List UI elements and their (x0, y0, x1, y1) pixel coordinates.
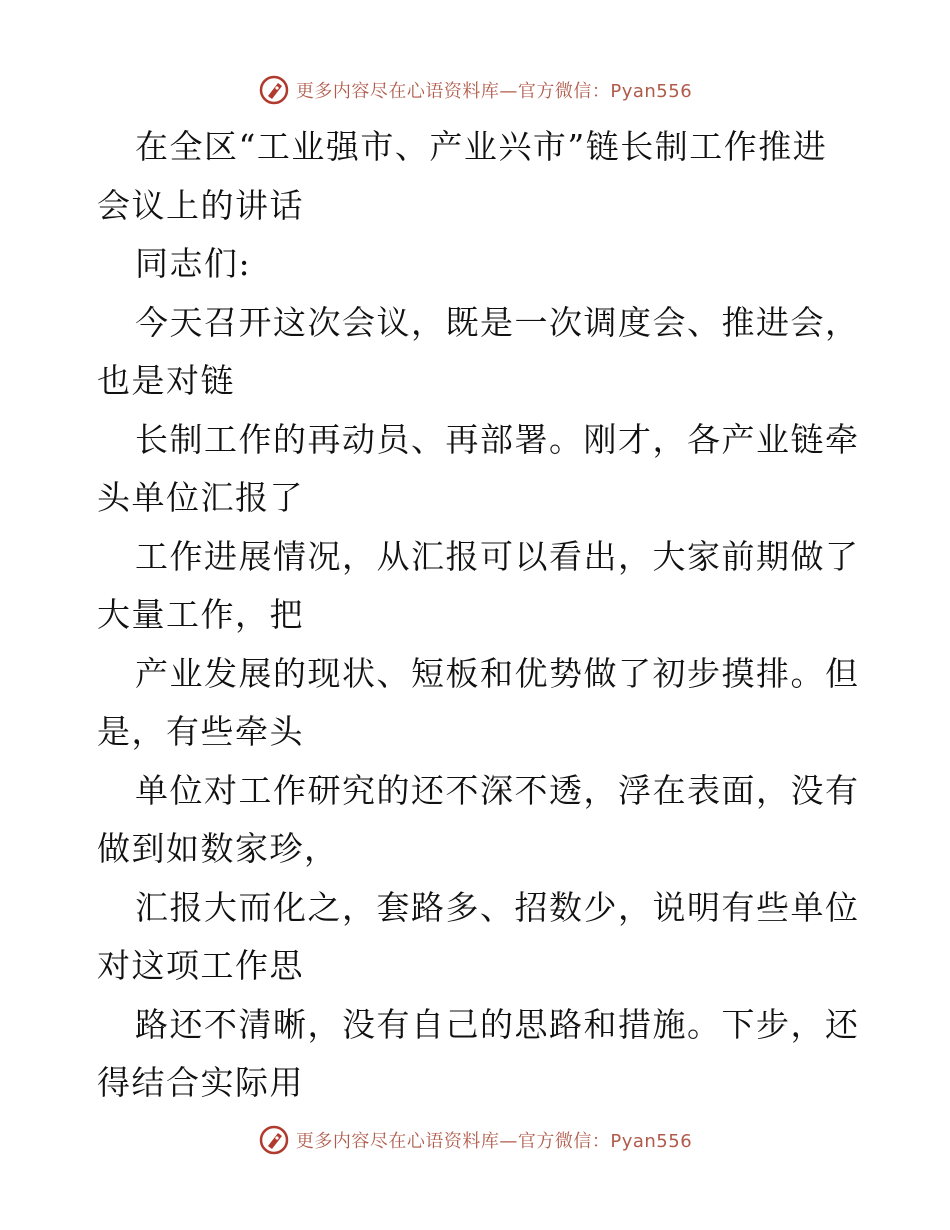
paragraph-line: 长制工作的再动员、再部署。刚才，各产业链牵 (135, 419, 860, 459)
paragraph-line: 单位对工作研究的还不深不透，浮在表面，没有 (135, 770, 860, 810)
paragraph-line: 产业发展的现状、短板和优势做了初步摸排。但 (135, 653, 860, 693)
header-banner-text: 更多内容尽在心语资料库—官方微信：Pyan556 (295, 81, 693, 102)
salutation: 同志们: (135, 244, 252, 283)
paragraph-line: 工作进展情况，从汇报可以看出，大家前期做了 (135, 536, 860, 576)
title-line-2: 会议上的讲话 (97, 185, 304, 225)
paragraph-line: 也是对链 (97, 361, 235, 400)
header-banner (0, 70, 950, 110)
paragraph-line: 今天召开这次会议，既是一次调度会、推进会， (135, 302, 860, 342)
footer-banner-text: 更多内容尽在心语资料库—官方微信：Pyan556 (295, 1131, 693, 1152)
paragraph-line: 是，有些牵头 (97, 712, 304, 751)
pen-nib-logo-icon (258, 74, 290, 106)
paragraph-line: 路还不清晰，没有自己的思路和措施。下步，还 (135, 1004, 860, 1044)
paragraph-line: 得结合实际用 (97, 1063, 304, 1102)
paragraph-line: 做到如数家珍， (97, 829, 339, 868)
paragraph-line: 大量工作，把 (97, 595, 304, 634)
paragraph-line: 对这项工作思 (97, 946, 304, 985)
paragraph-line: 汇报大而化之，套路多、招数少，说明有些单位 (135, 887, 860, 927)
pen-nib-logo-icon (258, 1124, 290, 1156)
footer-banner (0, 1120, 950, 1160)
title-line-1: 在全区“工业强市、产业兴市”链长制工作推进 (135, 127, 828, 166)
document-body (97, 118, 860, 1113)
paragraph-line: 头单位汇报了 (97, 478, 304, 517)
